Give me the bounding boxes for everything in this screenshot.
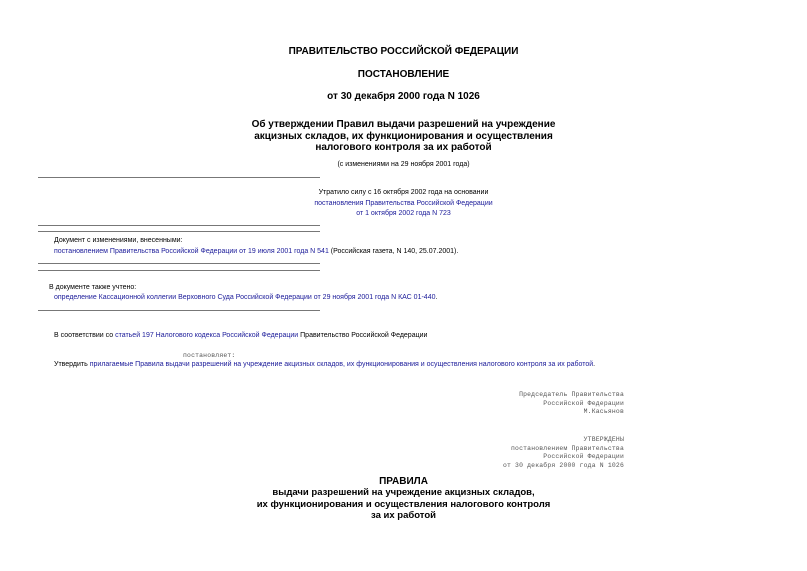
accordance-suffix: Правительство Российской Федерации bbox=[298, 332, 428, 339]
rules-title-line: выдачи разрешений на учреждение акцизных складов, bbox=[272, 487, 535, 498]
title-line: акцизных складов, их функционирования и осуществления bbox=[254, 130, 553, 142]
divider bbox=[38, 177, 320, 178]
rules-title-line: за их работой bbox=[371, 510, 436, 521]
tax-code-link[interactable]: статьей 197 Налогового кодекса Российской Федерации bbox=[115, 332, 299, 339]
signature-line: Российской Федерации bbox=[543, 399, 624, 407]
divider bbox=[38, 231, 320, 232]
approved-line: УТВЕРЖДЕНЫ bbox=[583, 436, 624, 443]
rules-link[interactable]: прилагаемые Правила выдачи разрешений на учреждение акцизных складов, их функционирования и осуществления налогового контроля за их работой bbox=[89, 361, 594, 368]
divider bbox=[38, 310, 320, 311]
approved-line: от 30 декабря 2000 года N 1026 bbox=[502, 461, 624, 469]
signature-line: Председатель Правительства bbox=[519, 391, 624, 398]
signature-block bbox=[420, 391, 624, 417]
accordance-prefix: В соответствии со bbox=[54, 332, 116, 339]
considered-tail: . bbox=[435, 294, 438, 301]
amended-note: (с изменениями на 29 ноября 2001 года) bbox=[337, 161, 470, 168]
title-line: Об утверждении Правил выдачи разрешений на учреждение bbox=[251, 119, 556, 130]
expired-link-line[interactable]: от 1 октября 2002 года N 723 bbox=[356, 210, 451, 217]
rules-title bbox=[0, 487, 807, 522]
approve-prefix: Утвердить bbox=[54, 361, 90, 368]
government-name: ПРАВИТЕЛЬСТВО РОССИЙСКОЙ ФЕДЕРАЦИИ bbox=[288, 46, 519, 57]
signature-line: М.Касьянов bbox=[583, 408, 624, 415]
rules-title-line: их функционирования и осуществления налогового контроля bbox=[256, 498, 551, 510]
amendment-link[interactable]: постановлением Правительства Российской Федерации от 19 июля 2001 года N 541 bbox=[54, 247, 329, 255]
rules-heading: ПРАВИЛА bbox=[379, 476, 428, 487]
accordance-paragraph bbox=[54, 331, 774, 342]
approved-line: постановлением Правительства bbox=[511, 444, 624, 452]
approve-suffix: . bbox=[593, 361, 596, 368]
expired-text: Утратило силу с 16 октября 2002 года на основании bbox=[318, 189, 489, 196]
considered-line bbox=[54, 293, 754, 304]
expired-link-line[interactable]: постановления Правительства Российской Федерации bbox=[314, 199, 493, 207]
title-line: налогового контроля за их работой bbox=[315, 142, 492, 153]
expired-note bbox=[200, 188, 607, 220]
considered-label: В документе также учтено: bbox=[49, 284, 137, 291]
amendments-block bbox=[54, 236, 754, 257]
decrees-word: постановляет: bbox=[183, 352, 236, 359]
approve-paragraph bbox=[54, 360, 794, 371]
document-title bbox=[0, 119, 807, 154]
considered-link[interactable]: определение Кассационной коллегии Верховного Суда Российской Федерации от 29 ноября 2001 года N КАС 01-440 bbox=[54, 294, 436, 301]
document-type: ПОСТАНОВЛЕНИЕ bbox=[357, 69, 450, 80]
approved-line: Российской Федерации bbox=[543, 453, 624, 460]
amendments-label: Документ с изменениями, внесенными: bbox=[54, 237, 183, 244]
approved-block bbox=[420, 436, 624, 470]
divider bbox=[38, 263, 320, 264]
divider bbox=[38, 225, 320, 226]
amendment-source: (Российская газета, N 140, 25.07.2001). bbox=[328, 247, 459, 255]
expired-link[interactable] bbox=[200, 199, 607, 220]
divider bbox=[38, 270, 320, 271]
document-date-number: от 30 декабря 2000 года N 1026 bbox=[327, 91, 480, 102]
